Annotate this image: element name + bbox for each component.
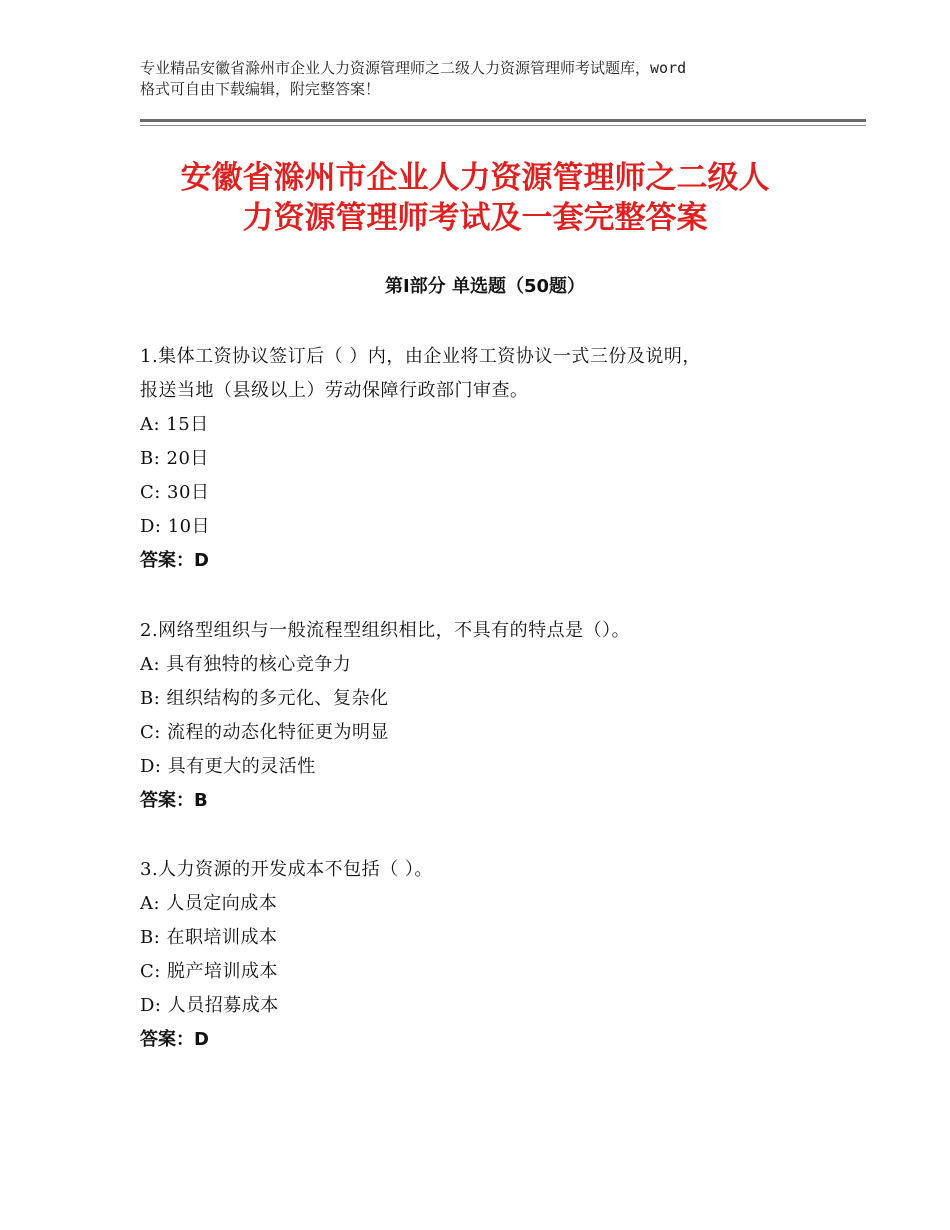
question-3-option-d: D: 人员招募成本 xyxy=(140,995,279,1016)
header-divider-thick xyxy=(140,119,866,122)
question-1-option-a: A: 15日 xyxy=(140,414,209,435)
question-1-text-line-2: 报送当地（县级以上）劳动保障行政部门审查。 xyxy=(140,380,529,401)
document-title xyxy=(110,158,840,238)
question-1-option-d: D: 10日 xyxy=(140,516,211,537)
question-3 xyxy=(140,853,840,1057)
document-title-line-2: 力资源管理师考试及一套完整答案 xyxy=(242,200,708,236)
question-2-answer: 答案：B xyxy=(140,790,208,811)
header-note-line-1: 专业精品安徽省滁州市企业人力资源管理师之二级人力资源管理师考试题库，word xyxy=(140,59,687,77)
question-1-text-line-1: 1.集体工资协议签订后（ ）内，由企业将工资协议一式三份及说明， xyxy=(140,346,701,367)
question-1-answer: 答案：D xyxy=(140,550,209,571)
question-3-option-b: B: 在职培训成本 xyxy=(140,927,278,948)
question-2 xyxy=(140,614,840,818)
question-3-option-a: A: 人员定向成本 xyxy=(140,893,278,914)
question-2-option-b: B: 组织结构的多元化、复杂化 xyxy=(140,688,389,709)
question-3-option-c: C: 脱产培训成本 xyxy=(140,961,279,982)
question-1 xyxy=(140,340,840,578)
question-1-option-b: B: 20日 xyxy=(140,448,209,469)
question-3-text-line-1: 3.人力资源的开发成本不包括（ ）。 xyxy=(140,859,433,880)
section-title: 第Ⅰ部分 单选题（50题） xyxy=(384,276,585,297)
header-note-line-2: 格式可自由下载编辑，附完整答案！ xyxy=(140,80,381,98)
question-1-option-c: C: 30日 xyxy=(140,482,210,503)
header-note xyxy=(140,58,830,100)
document-title-line-1: 安徽省滁州市企业人力资源管理师之二级人 xyxy=(180,160,770,196)
question-2-option-c: C: 流程的动态化特征更为明显 xyxy=(140,722,390,743)
question-2-text-line-1: 2.网络型组织与一般流程型组织相比，不具有的特点是（）。 xyxy=(140,620,631,641)
question-3-answer: 答案：D xyxy=(140,1029,209,1050)
question-2-option-d: D: 具有更大的灵活性 xyxy=(140,756,316,777)
question-2-option-a: A: 具有独特的核心竞争力 xyxy=(140,654,352,675)
header-divider-thin xyxy=(140,125,866,126)
